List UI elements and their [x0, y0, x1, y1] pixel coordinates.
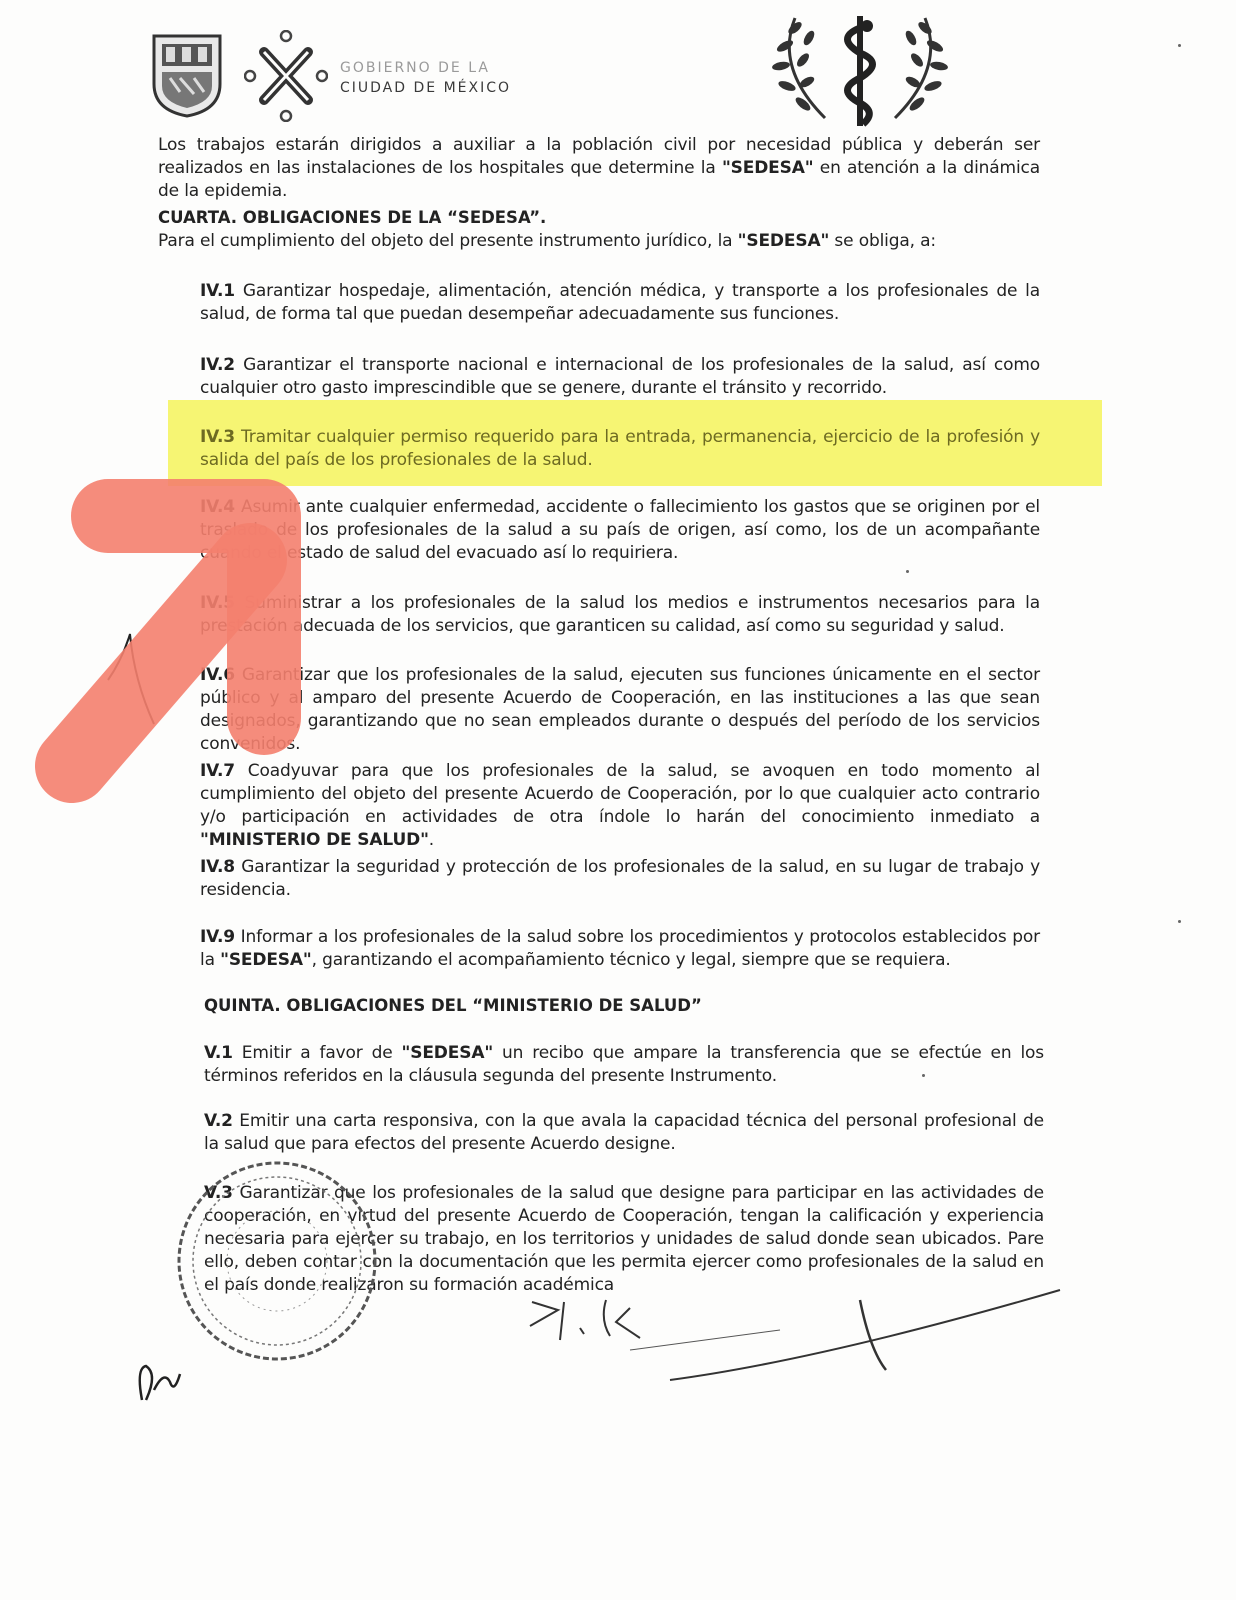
clause-text: Coadyuvar para que los profesionales de la salud, se avoquen en todo momento al cumplimiento del objeto del presente Acuerdo de Cooperación, por lo que cualquier acto contrario y/o participación en actividades de otra índole lo harán del conocimiento inmediato a	[200, 761, 1040, 827]
clause-label: IV.3	[200, 427, 235, 447]
clause-text: Informar a los profesionales de la salud sobre los procedimientos y protocolos establecidos por la	[200, 927, 1040, 970]
handwritten-signature-icon	[520, 1280, 1080, 1390]
margin-mark-icon	[104, 620, 164, 730]
logo-line-1: GOBIERNO DE LA	[340, 60, 490, 76]
clause-label: IV.1	[200, 281, 235, 301]
clause-text: Garantizar el transporte nacional e internacional de los profesionales de la salud, así como cualquier otro gasto imprescindible que se genere, durante el tránsito y recorrido.	[200, 355, 1040, 398]
cuarta-intro	[158, 230, 1040, 253]
ministerio-bold: "MINISTERIO DE SALUD"	[200, 830, 429, 850]
clause-iv-8	[200, 856, 1040, 902]
clause-text: Tramitar cualquier permiso requerido para la entrada, permanencia, ejercicio de la profesión y salida del país de los profesionales de la salud.	[200, 427, 1041, 470]
cuarta-intro-a: Para el cumplimiento del objeto del presente instrumento jurídico, la	[158, 231, 738, 251]
clause-text: Garantizar la seguridad y protección de los profesionales de la salud, en su lugar de trabajo y residencia.	[200, 857, 1040, 900]
clause-label: IV.5	[200, 593, 235, 613]
logo-line-2: CIUDAD DE MÉXICO	[340, 80, 512, 96]
clause-v-1	[204, 1042, 1044, 1088]
caduceus-laurel-icon	[755, 8, 965, 130]
clause-text: Garantizar que los profesionales de la salud que designe para participar en las actividades de cooperación, en virtud del presente Acuerdo de Cooperación, tengan la calificación y experiencia necesaria para ejercer su trabajo, en los territorios y unidades de salud donde sean ubicados. Pare ello, deben contar con la documentación que les permita ejercer como profesionales de la salud en el país donde realizaron su formación académica	[204, 1183, 1044, 1295]
clause-label: IV.6	[200, 665, 235, 685]
intro-sedesa: "SEDESA"	[721, 158, 814, 178]
scan-speck	[1178, 44, 1181, 47]
clause-iv-4	[200, 496, 1040, 565]
clause-iv-5	[200, 592, 1040, 638]
quinta-heading: QUINTA. OBLIGACIONES DEL “MINISTERIO DE SALUD”	[204, 996, 702, 1015]
clause-text: Suministrar a los profesionales de la salud los medios e instrumentos necesarios para la prestación adecuada de los servicios, que garanticen su calidad, así como su seguridad y salud.	[200, 593, 1040, 636]
cuarta-intro-sedesa: "SEDESA"	[737, 231, 830, 251]
clause-tail: , garantizando el acompañamiento técnico y legal, siempre que se requiera.	[311, 950, 951, 970]
city-shield-icon	[150, 32, 224, 118]
clause-label: IV.4	[200, 497, 235, 517]
cuarta-heading: CUARTA. OBLIGACIONES DE LA “SEDESA”.	[158, 208, 547, 227]
clause-v-2	[204, 1110, 1044, 1156]
scan-speck	[922, 1074, 925, 1077]
clause-label: V.2	[204, 1111, 233, 1131]
scan-speck	[1178, 920, 1181, 923]
clause-label: IV.2	[200, 355, 235, 375]
sedesa-bold: "SEDESA"	[220, 950, 312, 970]
intro-text-1: Los trabajos estarán dirigidos a auxiliar a la población civil por necesidad pública y deberán ser realizados en las instalaciones de los hospitales que determine la	[158, 135, 1040, 178]
government-logo-text	[340, 58, 511, 98]
clause-iv-6	[200, 664, 1040, 756]
clause-iv-7	[200, 760, 1040, 852]
clause-iv-3	[200, 426, 1040, 472]
cdmx-emblem-icon	[244, 30, 328, 122]
clause-iv-1	[200, 280, 1040, 326]
clause-text: Asumir ante cualquier enfermedad, accidente o fallecimiento los gastos que se originen por el traslado de los profesionales de la salud a su país de origen, así como, los de un acompañante cuando el estado de salud del evacuado así lo requiriera.	[200, 497, 1040, 563]
clause-label: IV.9	[200, 927, 235, 947]
clause-label: V.1	[204, 1043, 233, 1063]
cuarta-intro-b: se obliga, a:	[829, 231, 936, 251]
clause-label: IV.7	[200, 761, 235, 781]
scan-speck	[906, 570, 909, 573]
sedesa-bold: "SEDESA"	[401, 1043, 494, 1063]
clause-tail: un recibo que ampare la transferencia que se efectúe en los términos referidos en la cláusula segunda del presente Instrumento.	[204, 1043, 1044, 1086]
clause-tail: .	[428, 830, 435, 850]
initials-icon	[134, 1360, 184, 1406]
intro-text-2: en atención a la dinámica de la epidemia.	[158, 158, 1040, 201]
clause-label: V.3	[204, 1183, 233, 1203]
page-header	[0, 0, 1236, 130]
official-seal-icon	[172, 1156, 382, 1366]
clause-iv-2	[200, 354, 1040, 400]
clause-text: Garantizar que los profesionales de la salud, ejecuten sus funciones únicamente en el sector público y al amparo del presente Acuerdo de Cooperación, en las instituciones a las que sean designados, garantizando que no sean empleados durante o después del período de los servicios convenidos.	[200, 665, 1040, 754]
clause-text: Emitir una carta responsiva, con la que avala la capacidad técnica del personal profesional de la salud que para efectos del presente Acuerdo designe.	[204, 1111, 1044, 1154]
intro-paragraph	[158, 134, 1040, 203]
clause-text: Emitir a favor de	[241, 1043, 402, 1063]
clause-text: Garantizar hospedaje, alimentación, atención médica, y transporte a los profesionales de la salud, de forma tal que puedan desempeñar adecuadamente sus funciones.	[200, 281, 1040, 324]
clause-iv-9	[200, 926, 1040, 972]
clause-label: IV.8	[200, 857, 235, 877]
